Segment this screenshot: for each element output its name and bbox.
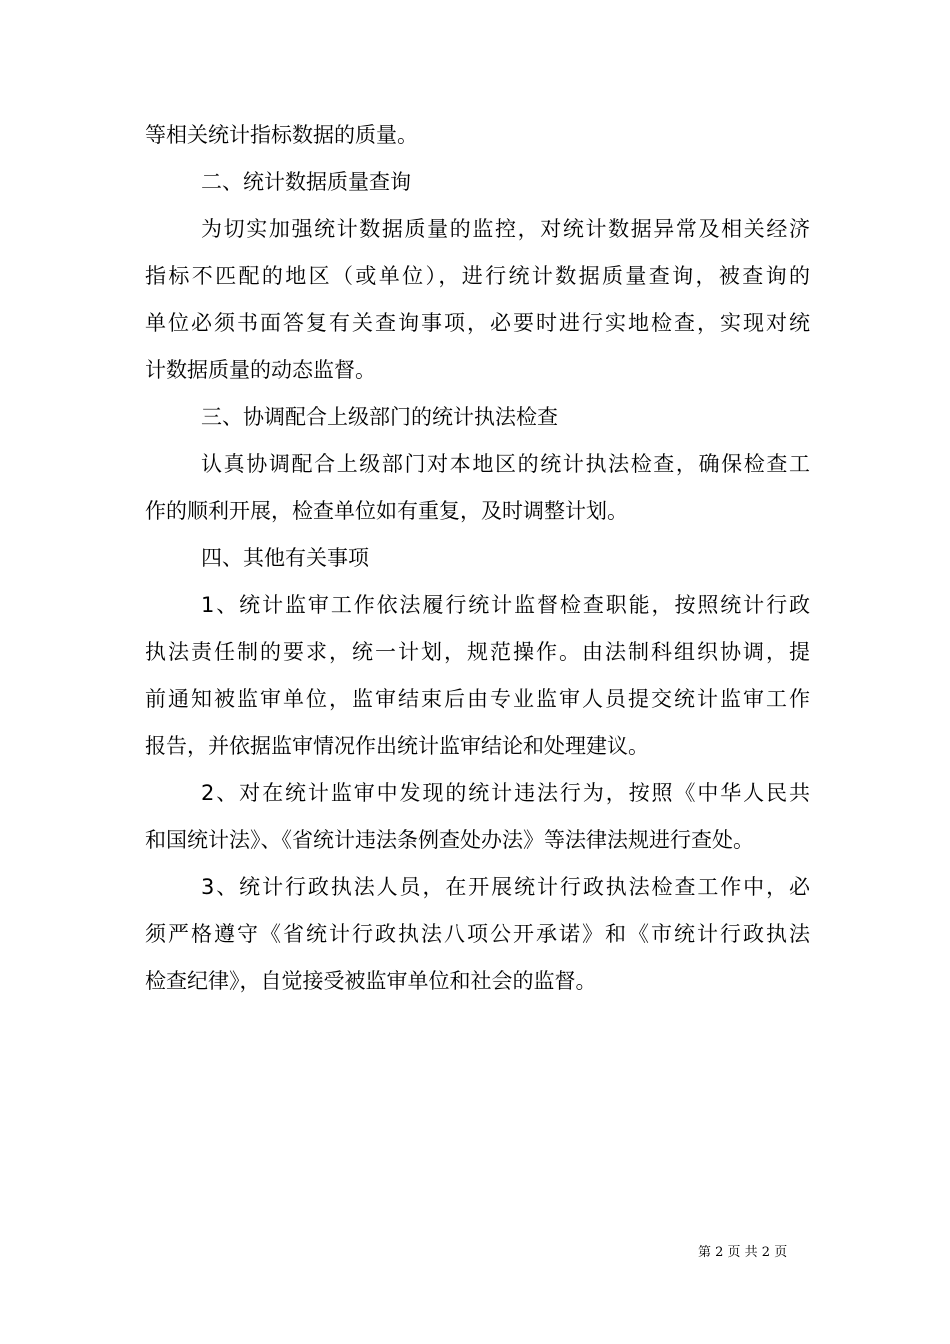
paragraph-line: 执法责任制的要求，统一计划，规范操作。由法制科组织协调，提 bbox=[145, 640, 810, 664]
section-heading: 二、统计数据质量查询 bbox=[201, 170, 411, 194]
section-heading: 四、其他有关事项 bbox=[201, 546, 369, 570]
paragraph-line: 前通知被监审单位，监审结束后由专业监审人员提交统计监审工作 bbox=[145, 687, 810, 711]
paragraph-line: 计数据质量的动态监督。 bbox=[145, 358, 376, 382]
paragraph-line: 为切实加强统计数据质量的监控，对统计数据异常及相关经济 bbox=[201, 217, 810, 241]
paragraph-line: 报告，并依据监审情况作出统计监审结论和处理建议。 bbox=[145, 734, 649, 758]
paragraph-line: 和国统计法》、《省统计违法条例查处办法》等法律法规进行查处。 bbox=[145, 828, 754, 852]
paragraph-line: 指标不匹配的地区（或单位），进行统计数据质量查询，被查询的 bbox=[145, 264, 810, 288]
section-heading: 三、协调配合上级部门的统计执法检查 bbox=[201, 405, 558, 429]
paragraph-line: 2、对在统计监审中发现的统计违法行为，按照《中华人民共 bbox=[201, 781, 810, 805]
paragraph-line: 3、统计行政执法人员，在开展统计行政执法检查工作中，必 bbox=[201, 875, 810, 899]
paragraph-line: 作的顺利开展，检查单位如有重复，及时调整计划。 bbox=[145, 499, 628, 523]
paragraph-line: 认真协调配合上级部门对本地区的统计执法检查，确保检查工 bbox=[201, 452, 810, 476]
paragraph-line: 检查纪律》，自觉接受被监审单位和社会的监督。 bbox=[145, 969, 597, 993]
page-number-footer: 第 2 页 共 2 页 bbox=[698, 1245, 788, 1260]
document-body bbox=[145, 112, 810, 1005]
paragraph-line: 须严格遵守《省统计行政执法八项公开承诺》和《市统计行政执法 bbox=[145, 922, 810, 946]
paragraph-line: 等相关统计指标数据的质量。 bbox=[145, 123, 418, 147]
paragraph-line: 1、统计监审工作依法履行统计监督检查职能，按照统计行政 bbox=[201, 593, 810, 617]
paragraph-line: 单位必须书面答复有关查询事项，必要时进行实地检查，实现对统 bbox=[145, 311, 810, 335]
